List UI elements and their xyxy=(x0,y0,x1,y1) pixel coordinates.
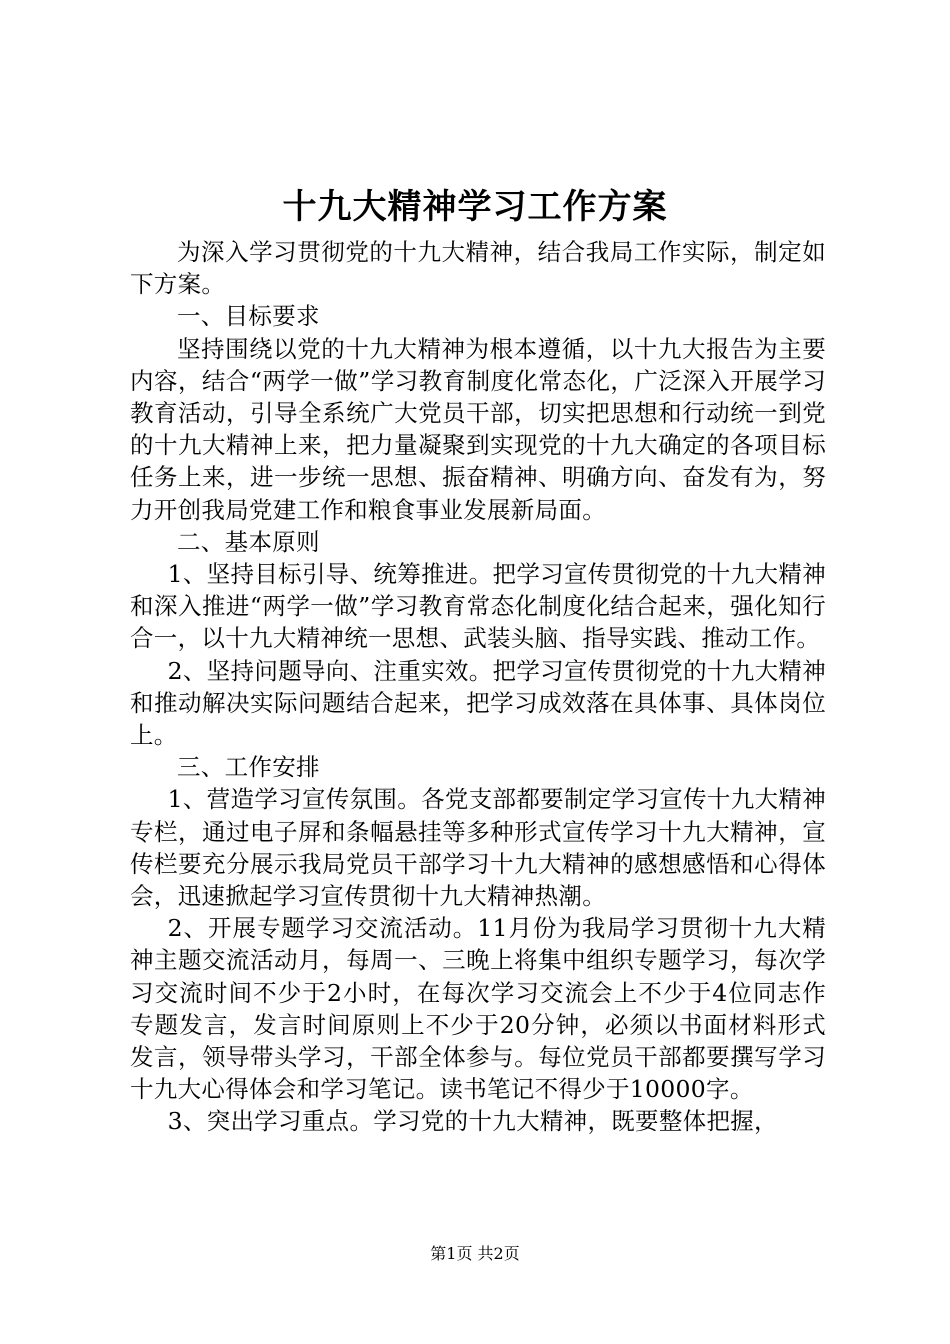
arrangement-3-paragraph: 3、突出学习重点。学习党的十九大精神，既要整体把握， xyxy=(167,1107,778,1136)
principle-2-paragraph: 2、坚持问题导向、注重实效。把学习宣传贯彻党的十九大精神和推动解决实际问题结合起来，把学习成效落在具体事、具体岗位上。 xyxy=(130,656,826,750)
arrangement-2-paragraph: 2、开展专题学习交流活动。11月份为我局学习贯彻十九大精神主题交流活动月，每周一、三晚上将集中组织专题学习，每次学习交流时间不少于2小时，在每次学习交流会上不少于4位同志作专题发言，发言时间原则上不少于20分钟，必须以书面材料形式发言，领导带头学习，干部全体参与。每位党员干部都要撰写学习十九大心得体会和学习笔记。读书笔记不得少于10000字。 xyxy=(130,914,826,1104)
page-footer: 第1页 共2页 xyxy=(430,1244,520,1263)
principle-1-paragraph: 1、坚持目标引导、统筹推进。把学习宣传贯彻党的十九大精神和深入推进“两学一做”学习教育常态化制度化结合起来，强化知行合一，以十九大精神统一思想、武装头脑、指导实践、推动工作。 xyxy=(130,560,826,653)
goals-paragraph: 坚持围绕以党的十九大精神为根本遵循，以十九大报告为主要内容，结合“两学一做”学习教育制度化常态化，广泛深入开展学习教育活动，引导全系统广大党员干部，切实把思想和行动统一到党的十九大精神上来，把力量凝聚到实现党的十九大确定的各项目标任务上来，进一步统一思想、振奋精神、明确方向、奋发有为，努力开创我局党建工作和粮食事业发展新局面。 xyxy=(130,334,826,524)
section-heading-principles: 二、基本原则 xyxy=(177,527,320,556)
arrangement-1-paragraph: 1、营造学习宣传氛围。各党支部都要制定学习宣传十九大精神专栏，通过电子屏和条幅悬挂等多种形式宣传学习十九大精神，宣传栏要充分展示我局党员干部学习十九大精神的感想感悟和心得体会，迅速掀起学习宣传贯彻十九大精神热潮。 xyxy=(130,785,826,911)
document-title: 十九大精神学习工作方案 xyxy=(282,187,668,227)
intro-paragraph: 为深入学习贯彻党的十九大精神，结合我局工作实际，制定如下方案。 xyxy=(130,238,826,299)
section-heading-goals: 一、目标要求 xyxy=(177,302,320,331)
section-heading-arrangements: 三、工作安排 xyxy=(177,753,320,782)
document-body xyxy=(130,236,826,1138)
